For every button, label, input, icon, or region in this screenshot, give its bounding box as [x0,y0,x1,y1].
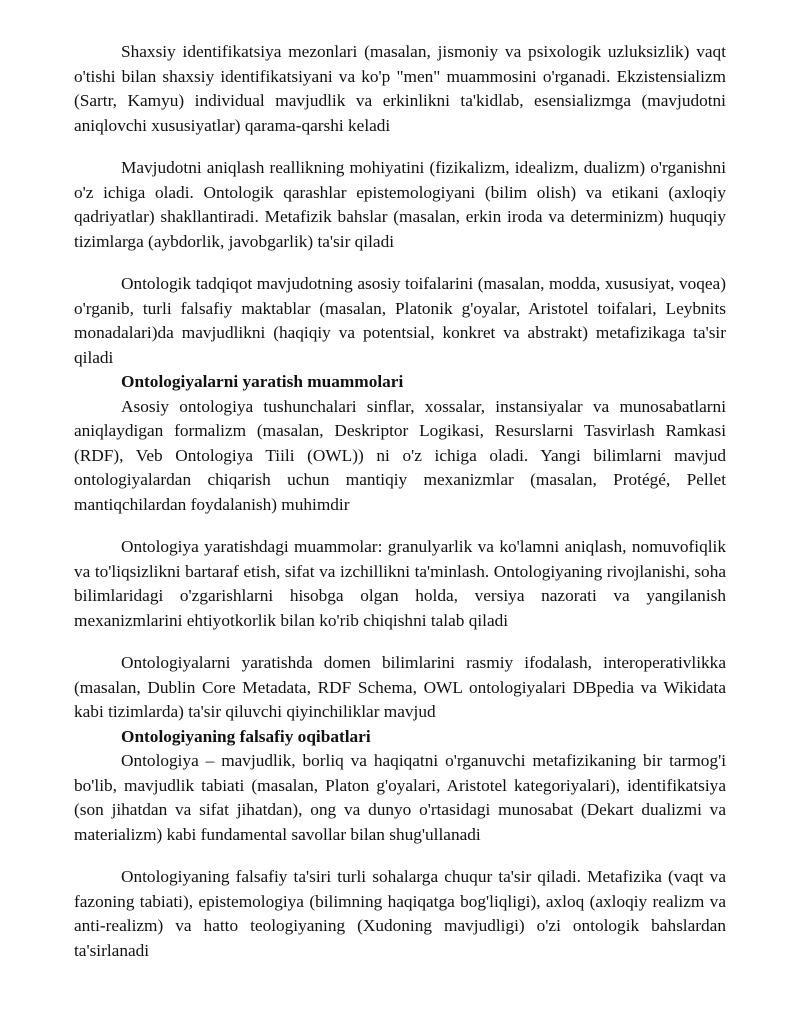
paragraph-ontology-concepts: Asosiy ontologiya tushunchalari sinflar, xossalar, instansiyalar va munosabatlarni aniqlaydigan formalizm (masalan, Deskriptor Logikasi, Resurslarni Tasvirlash Ramkasi (RDF), Veb Ontologiya Tiili (OWL)) ni o'z ichiga oladi. Yangi bilimlarni mavjud ontologiyalardan chiqarish uchun mantiqiy mexanizmlar (masalan, Protégé, Pellet mantiqchilardan foydalanish) muhimdir [74,396,726,514]
document-page [74,40,726,963]
paragraph-defining-existence: Mavjudotni aniqlash reallikning mohiyatini (fizikalizm, idealizm, dualizm) o'rganishni o'z ichiga oladi. Ontologik qarashlar epistemologiyani (bilim olish) va etikani (axloqiy qadriyatlar) shakllantiradi. Metafizik bahslar (masalan, erkin iroda va determinizm) huquqiy tizimlarga (aybdorlik, javobgarlik) ta'sir qiladi [74,158,726,251]
paragraph-ontology-problems: Ontologiya yaratishdagi muammolar: granulyarlik va ko'lamni aniqlash, nomuvofiqlik va to'liqsizlikni bartaraf etish, sifat va izchillikni ta'minlash. Ontologiyaning rivojlanishi, soha bilimlaridagi o'zgarishlarni hisobga olgan holda, versiya nazorati va yangilanish mexanizmlarini ehtiyotkorlik bilan ko'rib chiqishni talab qiladi [74,537,726,630]
section-heading-philosophical-consequences: Ontologiyaning falsafiy oqibatlari [121,726,371,746]
paragraph-philosophical-impact: Ontologiyaning falsafiy ta'siri turli sohalarga chuqur ta'sir qiladi. Metafizika (vaqt va fazoning tabiati), epistemologiya (bilimning haqiqatga bog'liqligi), axloq (axloqiy realizm va anti-realizm) va hatto teologiyaning (Xudoning mavjudligi) o'zi ontologik bahslardan ta'sirlanadi [74,867,726,960]
paragraph-domain-knowledge: Ontologiyalarni yaratishda domen bilimlarini rasmiy ifodalash, interoperativlikka (masalan, Dublin Core Metadata, RDF Schema, OWL ontologiyalari DBpedia va Wikidata kabi tizimlarda) ta'sir qiluvchi qiyinchiliklar mavjud [74,653,726,721]
paragraph-ontological-research: Ontologik tadqiqot mavjudotning asosiy toifalarini (masalan, modda, xususiyat, voqea) o'rganib, turli falsafiy maktablar (masalan, Platonik g'oyalar, Aristotel toifalari, Leybnits monadalari)da mavjudlikni (haqiqiy va potentsial, konkret va abstrakt) metafizikaga ta'sir qiladi [74,274,726,367]
section-heading-ontology-creation: Ontologiyalarni yaratish muammolari [121,372,404,391]
paragraph-personal-identity: Shaxsiy identifikatsiya mezonlari (masalan, jismoniy va psixologik uzluksizlik) vaqt o'tishi bilan shaxsiy identifikatsiyani va ko'p "men" muammosini o'rganadi. Ekzistensializm (Sartr, Kamyu) individual mavjudlik va erkinlikni ta'kidlab, esensializmga (mavjudotni aniqlovchi xususiyatlar) qarama-qarshi keladi [74,42,726,135]
paragraph-ontology-definition: Ontologiya – mavjudlik, borliq va haqiqatni o'rganuvchi metafizikaning bir tarmog'i bo'lib, mavjudlik tabiati (masalan, Platon g'oyalari, Aristotel kategoriyalari), identifikatsiya (son jihatdan va sifat jihatdan), ong va dunyo o'rtasidagi munosabat (Dekart dualizmi va materializm) kabi fundamental savollar bilan shug'ullanadi [74,751,726,844]
